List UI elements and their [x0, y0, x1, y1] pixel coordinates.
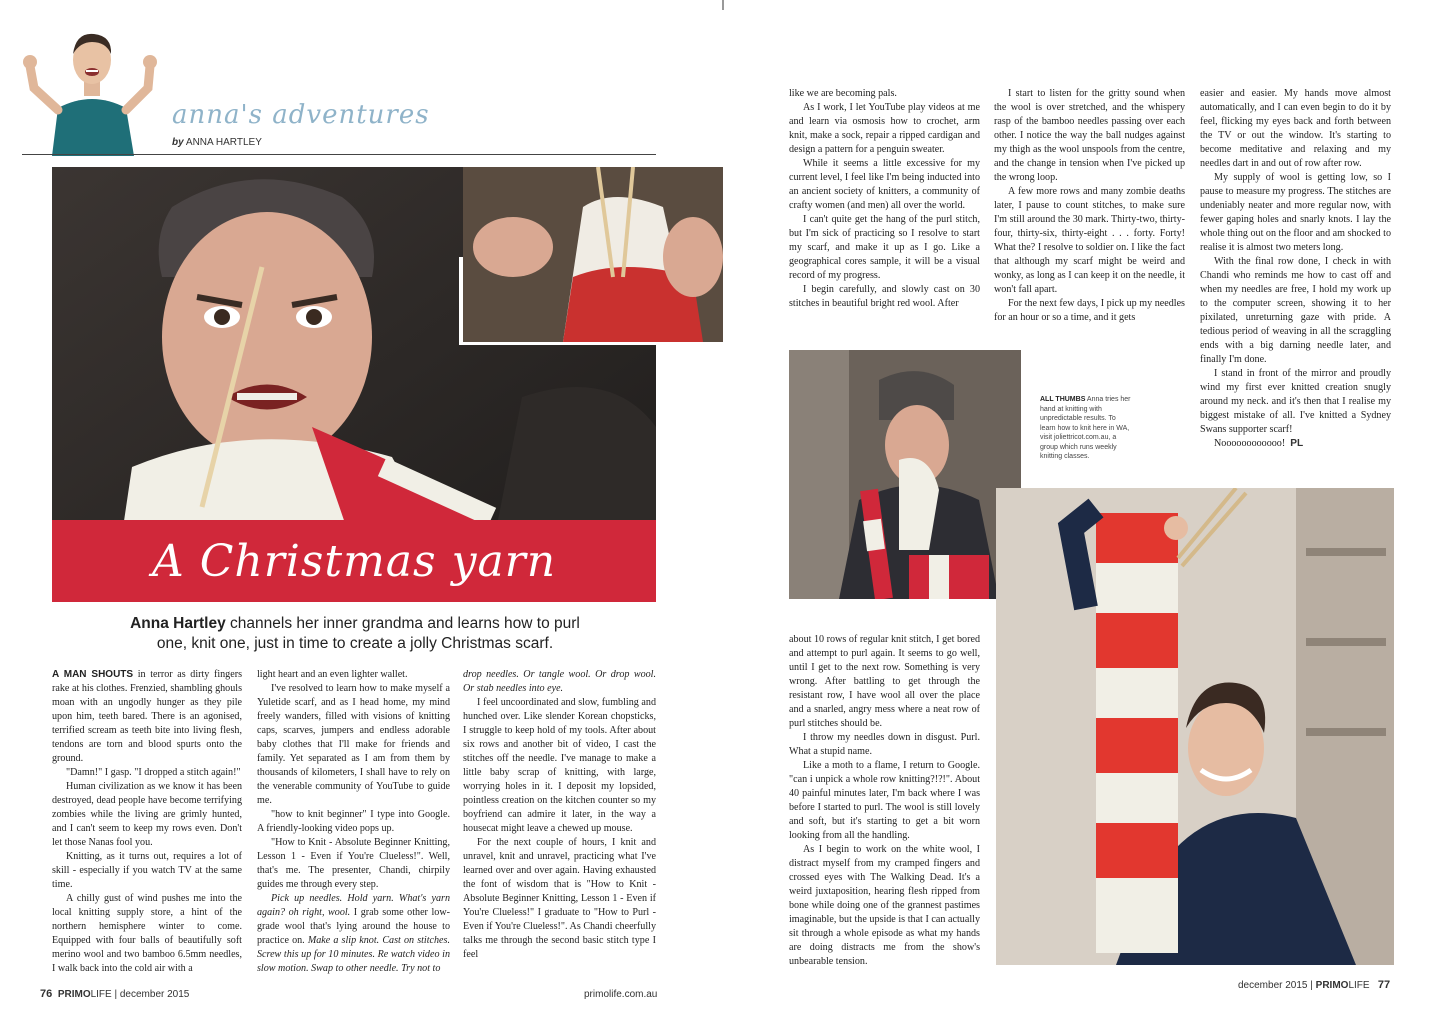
photo-knitting-seated [789, 350, 1021, 599]
paragraph: "how to knit beginner" I type into Google. A friendly-looking video pops up. [257, 809, 450, 834]
byline-prefix: by [172, 137, 184, 148]
paragraph: about 10 rows of regular knit stitch, I get bored and attempt to purl again. It seems to go well, until I get to the next row. Something is very wrong. After battling to get through the resistant row, I have wool all over the place and a snarled, angry mess where a neat row of purl stitches should be. [789, 634, 980, 729]
page-number: 76 [40, 988, 53, 1000]
paragraph: Like a moth to a flame, I return to Google. "can i unpick a whole row knitting?!?!". About 40 painful minutes later, I'm back where I was before I started to purl. The wool is still lovely and soft, but it's starting to get a bit worn looking from all the handling. [789, 760, 980, 841]
paragraph: I begin carefully, and slowly cast on 30 stitches in beautiful bright red wool. After [789, 284, 980, 309]
paragraph: light heart and an even lighter wallet. [257, 669, 408, 680]
paragraph: As I begin to work on the white wool, I distract myself from my cramped fingers and crossed eyes with The Walking Dead. It's a weird juxtaposition, hearing flesh ripped from bone while doing one of the grannest pastimes imaginable, but the upside is that I can actually sit through a whole episode as what my hands are doing distracts me from the show's unbearable tension. [789, 844, 980, 967]
gutter-mark [722, 0, 724, 10]
paragraph: I can't quite get the hang of the purl stitch, but I'm sick of practicing so I resolve to start my scarf, and make it up as I go. Like a geographical cores sample, it will be a visual record of my progress. [789, 214, 980, 281]
lead-in: A MAN SHOUTS [52, 669, 134, 680]
left-folio: 76 PRIMOLIFE | december 2015 [40, 988, 190, 1000]
paragraph: For the next few days, I pick up my needles for an hour or so a time, and it gets [994, 298, 1185, 323]
header-rule [22, 154, 656, 155]
photo-caption [1040, 395, 1132, 462]
paragraph: A few more rows and many zombie deaths later, I pause to count stitches, to make sure I'm still around the 30 mark. Thirty-two, thirty-four, thirty-six, thirty-eight . . . forty. Forty! What the? I resolve to soldier on. I like the fact that although my scarf might be weird and wonky, as long as I can keep it on the needle, it won't fall apart. [994, 186, 1185, 295]
article-column-2 [257, 668, 450, 976]
article-column-5 [994, 87, 1185, 325]
article-column-6 [1200, 87, 1391, 451]
paragraph: I stand in front of the mirror and proudly wind my first ever knitted creation snugly around my neck. and it's then that I realise my biggest mistake of all. I've knitted a Sydney Swans supporter scarf! [1200, 368, 1391, 435]
paragraph: While it seems a little excessive for my current level, I feel like I'm being inducted into an ancient society of knitters, a community of crafty women (and men) all over the world. [789, 158, 980, 211]
article-column-1 [52, 668, 242, 976]
byline [172, 137, 262, 148]
byline-name: ANNA HARTLEY [185, 137, 262, 148]
standfirst-line1: channels her inner grandma and learns how to purl [225, 615, 580, 632]
issue-date: december 2015 [119, 989, 190, 1000]
hero-title: A Christmas yarn [151, 535, 557, 587]
photo-holding-scarf [996, 488, 1394, 965]
article-column-7 [789, 633, 980, 969]
paragraph: A chilly gust of wind pushes me into the local knitting supply store, a hint of the northern hemisphere winter to come. Equipped with four balls of beautifully soft merino wool and two bamboo 6.5mm needles, I walk back into the cold air with a [52, 893, 242, 974]
paragraph: Human civilization as we know it has been destroyed, dead people have become terrifying zombies while the living are grimly hunted, and I can't seem to keep my rows even. Don't let those Nanas fool you. [52, 781, 242, 848]
paragraph: "Damn!" I gasp. "I dropped a stitch again!" [66, 767, 241, 778]
paragraph: I've resolved to learn how to make myself a Yuletide scarf, and as I head home, my mind freely wanders, filled with visions of knitting caps, scarves, jumpers and endless adorable baby clothes that I'll make for friends and family. Yet separated as I am from them by thousands of kilometers, I shall have to rely on the venerable community of YouTube to guide me. [257, 683, 450, 806]
paragraph: I start to listen for the gritty sound when the wool is over stretched, and the whispery rasp of the bamboo needles passing over each other. I notice the way the ball nudges against my thigh as the wool unspools from the centre, and the change in tension when I've picked up the wrong loop. [994, 88, 1185, 183]
brand-bold: PRIMO [1315, 980, 1349, 991]
caption-label: ALL THUMBS [1040, 396, 1086, 403]
page-number: 77 [1377, 979, 1391, 991]
caption-text: Anna tries her hand at knitting with unpredictable results. To learn how to knit here in WA, visit joliettricot.com.au, a group which runs weekly knitting classes. [1040, 396, 1131, 460]
paragraph [52, 668, 242, 766]
article-column-3 [463, 668, 656, 962]
paragraph: For the next couple of hours, I knit and unravel, knit and unravel, practicing what I've learned over and over again. Having exhausted the font of wisdom that is "How to Knit - Absolute Beginner Knitting, Lesson 1 - Even if You're Clueless!" I graduate to "How to Purl - Even if You're Clueless!". As Chandi cheerfully talks me through the second basic stitch type I feel [463, 837, 656, 960]
paragraph: easier and easier. My hands move almost automatically, and I can even begin to do it by feel, flicking my eyes back and forth between the TV or out the window. It's starting to become meditative and relaxing and my needles dart in and out of row after row. [1200, 88, 1391, 169]
paragraph-text: Noooooooooooo! [1214, 438, 1286, 449]
paragraph: drop needles. Or tangle wool. Or drop wool. Or stab needles into eye. [463, 669, 656, 694]
paragraph: As I work, I let YouTube play videos at me and learn via osmosis how to crochet, arm knit, make a sock, repair a ripped cardigan and design a pattern for a penguin sweater. [789, 102, 980, 155]
article-column-4 [789, 87, 980, 311]
paragraph: Knitting, as it turns out, requires a lot of skill - especially if you watch TV at the same time. [52, 851, 242, 890]
standfirst-author: Anna Hartley [130, 615, 226, 632]
author-photo [22, 28, 162, 156]
series-title: anna's adventures [172, 100, 430, 130]
italic-text: Make a slip knot. Cast on stitches. Screw this up for 10 minutes. Re watch video in slow motion. Swap to other needle. Try not to [257, 935, 450, 974]
paragraph: like we are becoming pals. [789, 88, 897, 99]
right-folio: december 2015 | PRIMOLIFE 77 [1238, 979, 1391, 991]
paragraph: "How to Knit - Absolute Beginner Knitting, Lesson 1 - Even if You're Clueless!". Well, that's me. The presenter, Chandi, chirpily guides me through every step. [257, 837, 450, 890]
issue-date: december 2015 [1238, 980, 1308, 991]
paragraph: My supply of wool is getting low, so I pause to measure my progress. The stitches are undeniably neater and more regular now, with fewer gaping holes and snarly knots. I lay the whole thing out on the floor and am shocked to realise it is almost two meters long. [1200, 172, 1391, 253]
standfirst [90, 614, 620, 654]
brand-rest: LIFE [90, 989, 112, 1000]
brand-bold: PRIMO [57, 989, 91, 1000]
paragraph-text: in terror as dirty fingers rake at his clothes. Frenzied, shambling ghouls moan with an ungodly hunger as they pile upon him, teeth bared. There is an agonised, terrified scream as teeth bite into living flesh, tendons are torn and blood spurts onto the ground. [52, 669, 242, 764]
paragraph [257, 892, 450, 976]
website-url[interactable]: primolife.com.au [584, 989, 658, 1000]
paragraph [1200, 437, 1391, 451]
paragraph-text: I grab some other low-grade wool that's lying around the house to practice on. [257, 907, 451, 946]
italic-text: Pick up needles. Hold yarn. What's yarn again? oh right, wool. [257, 893, 450, 918]
paragraph: With the final row done, I check in with Chandi who reminds me how to cast off and when my needles are free, I hold my work up to the computer screen, showing it to her pixilated, unreturning gaze with pride. A tedious period of weaving in all the scraggling ends with a big darning needle later, and finally I'm done. [1200, 256, 1391, 365]
paragraph: I throw my needles down in disgust. Purl. What a stupid name. [789, 732, 980, 757]
standfirst-line2: one, knit one, just in time to create a jolly Christmas scarf. [156, 635, 554, 652]
paragraph: I feel uncoordinated and slow, fumbling and hunched over. Like slender Korean chopsticks, I struggle to keep hold of my tools. After about six rows and another bit of video, I cast the stitches off the needle. I've manage to make a little baby scrap of knitting, with large, worrying holes in it. I deposit my lopsided, pointless creation on the kitchen counter so my boyfriend can admire it later, in the way a housecat might leave a chewed up mouse. [463, 697, 656, 834]
brand-rest: LIFE [1348, 980, 1370, 991]
author-signoff: PL [1290, 438, 1304, 449]
inset-photo-knitting-closeup [463, 167, 723, 342]
